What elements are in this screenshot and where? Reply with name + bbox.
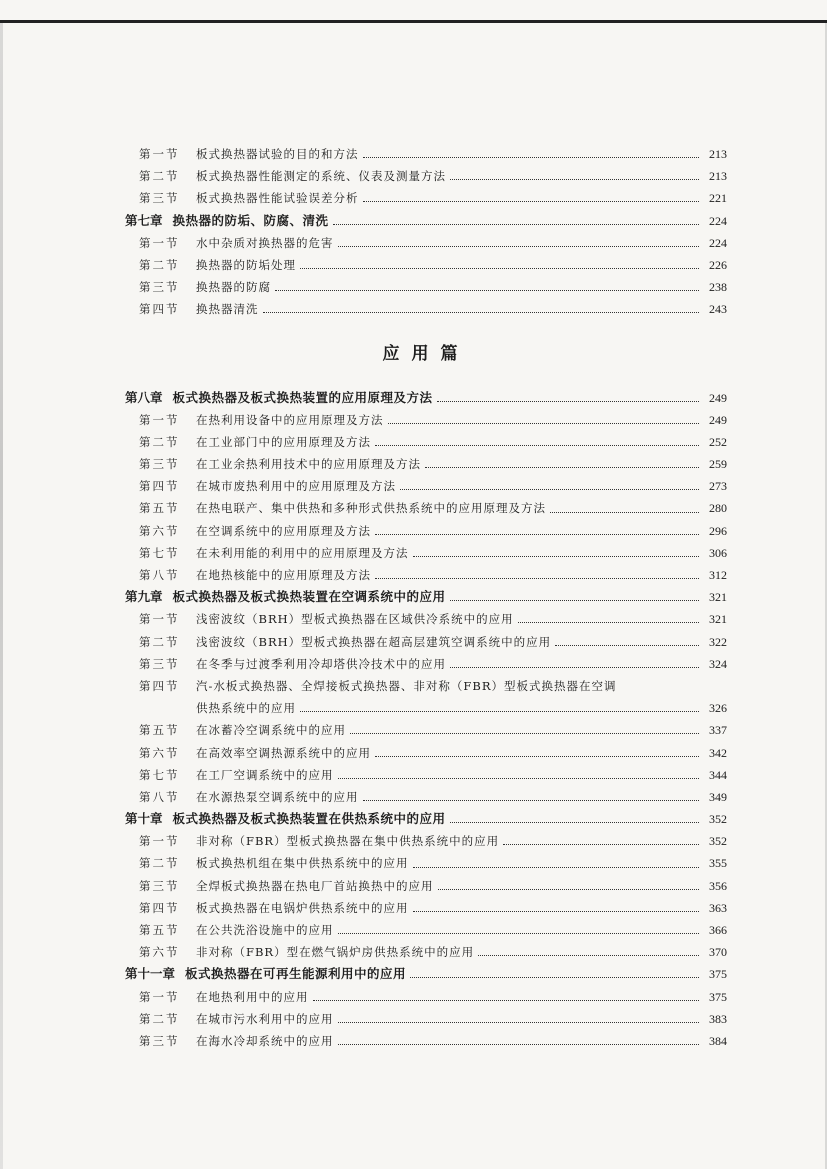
toc-section-entry[interactable]: [125, 764, 727, 786]
toc-section-entry[interactable]: [125, 919, 727, 941]
toc-section-entry[interactable]: [125, 786, 727, 808]
page-number: 322: [709, 634, 727, 649]
section-number: 第三节: [139, 1033, 180, 1048]
section-number: 第二节: [139, 634, 180, 649]
section-title: 在水源热泵空调系统中的应用: [196, 789, 359, 804]
page-number: 224: [709, 235, 727, 250]
section-number: 第五节: [139, 923, 180, 937]
section-number: 第一节: [139, 989, 180, 1004]
toc-section-entry[interactable]: [125, 497, 727, 519]
section-title: 换热器的防腐: [196, 280, 271, 295]
toc-section-entry[interactable]: [125, 232, 727, 254]
section-number: 第四节: [139, 678, 180, 693]
toc-section-entry[interactable]: [125, 520, 727, 542]
dot-leader: [413, 555, 700, 557]
toc-section-entry[interactable]: [125, 1030, 727, 1052]
page-number: 352: [709, 834, 727, 849]
section-number: 第一节: [139, 235, 180, 250]
section-number: 第七节: [139, 545, 180, 560]
dot-leader: [555, 644, 699, 646]
dot-leader: [388, 422, 700, 424]
dot-leader: [413, 866, 700, 868]
page-number: 356: [709, 878, 727, 893]
toc-chapter-entry[interactable]: [125, 387, 727, 409]
section-number: 第二节: [139, 856, 180, 871]
page-number: 221: [709, 191, 727, 206]
dot-leader: [450, 666, 699, 668]
toc-chapter-entry[interactable]: [125, 808, 727, 830]
page-number: 344: [709, 767, 727, 782]
page-number: 366: [709, 923, 727, 937]
dot-leader: [375, 755, 699, 757]
section-title: 浅密波纹（BRH）型板式换热器在区域供冷系统中的应用: [196, 612, 514, 627]
page-number: 355: [709, 856, 727, 871]
section-number: 第五节: [139, 501, 180, 516]
section-title: 在高效率空调热源系统中的应用: [196, 745, 371, 760]
chapter-number: 第十章: [125, 811, 163, 827]
toc-section-entry[interactable]: [125, 742, 727, 764]
page-number: 326: [709, 701, 727, 716]
page-number: 259: [709, 457, 727, 472]
section-title: 板式换热器性能测定的系统、仪表及测量方法: [196, 169, 446, 184]
section-number: 第三节: [139, 191, 180, 206]
page-number: 384: [709, 1033, 727, 1048]
toc-section-entry[interactable]: [125, 475, 727, 497]
dot-leader: [338, 777, 700, 779]
page-number: 321: [709, 612, 727, 627]
chapter-title: 板式换热器及板式换热装置的应用原理及方法: [172, 389, 433, 405]
dot-leader: [425, 466, 699, 468]
section-number: 第四节: [139, 302, 180, 317]
dot-leader: [438, 888, 700, 890]
dot-leader: [338, 1021, 700, 1023]
chapter-title: 板式换热器及板式换热装置在供热系统中的应用: [172, 811, 446, 827]
toc-section-entry[interactable]: [125, 941, 727, 963]
toc-chapter-entry[interactable]: [125, 586, 727, 608]
toc-section-entry[interactable]: [125, 542, 727, 564]
toc-section-entry[interactable]: [125, 431, 727, 453]
dot-leader: [333, 223, 699, 225]
section-number: 第四节: [139, 479, 180, 494]
section-number: 第三节: [139, 878, 180, 893]
toc-chapter-entry[interactable]: [125, 963, 727, 985]
section-number: 第三节: [139, 656, 180, 671]
page-number: 312: [709, 568, 727, 582]
page-number: 349: [709, 789, 727, 804]
section-title: 在热利用设备中的应用原理及方法: [196, 412, 384, 427]
section-title: 板式换热器在电锅炉供热系统中的应用: [196, 900, 409, 915]
toc-section-entry[interactable]: [125, 1008, 727, 1030]
dot-leader: [300, 710, 699, 712]
section-number: 第二节: [139, 257, 180, 272]
dot-leader: [363, 200, 700, 202]
section-title: 在地热利用中的应用: [196, 989, 309, 1004]
dot-leader: [400, 488, 699, 490]
section-title: 在公共洗浴设施中的应用: [196, 923, 334, 937]
section-number: 第三节: [139, 280, 180, 295]
dot-leader: [375, 533, 699, 535]
section-number: 第一节: [139, 412, 180, 427]
toc-section-entry[interactable]: [125, 697, 727, 719]
section-number: 第二节: [139, 1011, 180, 1026]
page-number: 342: [709, 745, 727, 760]
section-title: 在地热核能中的应用原理及方法: [196, 568, 371, 582]
toc-section-entry[interactable]: [125, 986, 727, 1008]
dot-leader: [410, 976, 699, 978]
page-number: 213: [709, 147, 727, 161]
page-number: 337: [709, 723, 727, 738]
page-number: 238: [709, 280, 727, 295]
section-title: 在工业余热利用技术中的应用原理及方法: [196, 457, 421, 472]
page-number: 249: [709, 390, 727, 405]
dot-leader: [375, 444, 699, 446]
dot-leader: [375, 577, 699, 579]
section-title: 换热器的防垢处理: [196, 257, 296, 272]
section-title: 非对称（FBR）型板式换热器在集中供热系统中的应用: [196, 834, 500, 849]
section-number: 第五节: [139, 723, 180, 738]
dot-leader: [503, 843, 699, 845]
dot-leader: [338, 932, 700, 934]
toc-section-entry[interactable]: [125, 298, 727, 320]
toc-section-entry[interactable]: [125, 631, 727, 653]
section-title: 在城市污水利用中的应用: [196, 1011, 334, 1026]
section-number: 第四节: [139, 900, 180, 915]
toc-section-entry[interactable]: [125, 143, 727, 165]
section-title: 换热器清洗: [196, 302, 259, 317]
dot-leader: [450, 821, 699, 823]
page-number: 280: [709, 501, 727, 516]
section-title: 板式换热机组在集中供热系统中的应用: [196, 856, 409, 871]
toc-section-entry[interactable]: [125, 830, 727, 852]
chapter-title: 板式换热器在可再生能源利用中的应用: [185, 966, 407, 982]
page-number: 383: [709, 1011, 727, 1026]
chapter-number: 第九章: [125, 589, 163, 605]
section-title: 水中杂质对换热器的危害: [196, 235, 334, 250]
section-title: 在热电联产、集中供热和多种形式供热系统中的应用原理及方法: [196, 501, 546, 516]
section-title: 板式换热器试验的目的和方法: [196, 147, 359, 161]
toc-section-entry[interactable]: [125, 276, 727, 298]
section-title: 在城市废热利用中的应用原理及方法: [196, 479, 396, 494]
table-of-contents: [125, 143, 727, 1052]
page-number: 324: [709, 656, 727, 671]
chapter-title: 板式换热器及板式换热装置在空调系统中的应用: [172, 589, 446, 605]
page-number: 296: [709, 523, 727, 538]
section-title: 在工业部门中的应用原理及方法: [196, 434, 371, 449]
dot-leader: [313, 999, 700, 1001]
dot-leader: [450, 599, 699, 601]
top-rule: [0, 20, 827, 23]
section-number: 第八节: [139, 568, 180, 582]
section-title: 在冰蓄冷空调系统中的应用: [196, 723, 346, 738]
section-title: 在冬季与过渡季利用冷却塔供冷技术中的应用: [196, 656, 446, 671]
section-number: 第七节: [139, 767, 180, 782]
dot-leader: [338, 1043, 700, 1045]
section-title: 汽-水板式换热器、全焊接板式换热器、非对称（FBR）型板式换热器在空调: [196, 678, 617, 693]
page-number: 306: [709, 545, 727, 560]
toc-section-entry[interactable]: [125, 409, 727, 431]
section-title: 非对称（FBR）型在燃气锅炉房供热系统中的应用: [196, 945, 475, 960]
toc-section-entry[interactable]: [125, 254, 727, 276]
dot-leader: [518, 621, 699, 623]
section-number: 第六节: [139, 945, 180, 960]
section-number: 第一节: [139, 147, 180, 161]
toc-section-entry[interactable]: [125, 653, 727, 675]
page-number: 370: [709, 945, 727, 960]
dot-leader: [363, 799, 700, 801]
section-number: 第二节: [139, 169, 180, 184]
section-title: 全焊板式换热器在热电厂首站换热中的应用: [196, 878, 434, 893]
section-title: 在工厂空调系统中的应用: [196, 767, 334, 782]
page-number: 273: [709, 479, 727, 494]
dot-leader: [263, 311, 700, 313]
toc-section-entry[interactable]: [125, 453, 727, 475]
section-number: 第八节: [139, 789, 180, 804]
part-heading: 应用篇: [382, 343, 470, 364]
dot-leader: [413, 910, 700, 912]
page-number: 243: [709, 302, 727, 317]
dot-leader: [550, 511, 699, 513]
section-number: 第六节: [139, 523, 180, 538]
toc-section-entry[interactable]: [125, 675, 727, 697]
chapter-number: 第十一章: [125, 966, 176, 982]
toc-section-entry[interactable]: [125, 187, 727, 209]
toc-section-entry[interactable]: [125, 897, 727, 919]
toc-section-entry[interactable]: [125, 608, 727, 630]
dot-leader: [437, 400, 699, 402]
chapter-number: 第七章: [125, 212, 163, 228]
dot-leader: [350, 732, 699, 734]
page-number: 375: [709, 989, 727, 1004]
page-number: 321: [709, 590, 727, 605]
page-number: 352: [709, 812, 727, 827]
section-number: 第三节: [139, 457, 180, 472]
dot-leader: [275, 289, 699, 291]
chapter-number: 第八章: [125, 389, 163, 405]
dot-leader: [363, 156, 700, 158]
section-title: 在海水冷却系统中的应用: [196, 1033, 334, 1048]
page-number: 249: [709, 412, 727, 427]
page-number: 252: [709, 434, 727, 449]
dot-leader: [450, 178, 699, 180]
chapter-title: 换热器的防垢、防腐、清洗: [172, 212, 329, 228]
section-number: 第二节: [139, 434, 180, 449]
page-number: 213: [709, 169, 727, 184]
section-title: 板式换热器性能试验误差分析: [196, 191, 359, 206]
toc-section-entry[interactable]: [125, 165, 727, 187]
scan-left-edge: [0, 23, 3, 1169]
toc-section-entry[interactable]: [125, 564, 727, 586]
section-title: 浅密波纹（BRH）型板式换热器在超高层建筑空调系统中的应用: [196, 634, 552, 649]
toc-chapter-entry[interactable]: [125, 210, 727, 232]
section-number: 第六节: [139, 745, 180, 760]
page-number: 375: [709, 967, 727, 982]
section-title: 在空调系统中的应用原理及方法: [196, 523, 371, 538]
section-number: 第一节: [139, 834, 180, 849]
page-number: 224: [709, 213, 727, 228]
toc-section-entry[interactable]: [125, 719, 727, 741]
section-title: 在未利用能的利用中的应用原理及方法: [196, 545, 409, 560]
dot-leader: [300, 267, 699, 269]
dot-leader: [478, 954, 699, 956]
page-number: 363: [709, 900, 727, 915]
page-number: 226: [709, 257, 727, 272]
section-number: 第一节: [139, 612, 180, 627]
toc-section-entry[interactable]: [125, 852, 727, 874]
section-title: 供热系统中的应用: [196, 701, 296, 716]
dot-leader: [338, 245, 700, 247]
toc-section-entry[interactable]: [125, 875, 727, 897]
